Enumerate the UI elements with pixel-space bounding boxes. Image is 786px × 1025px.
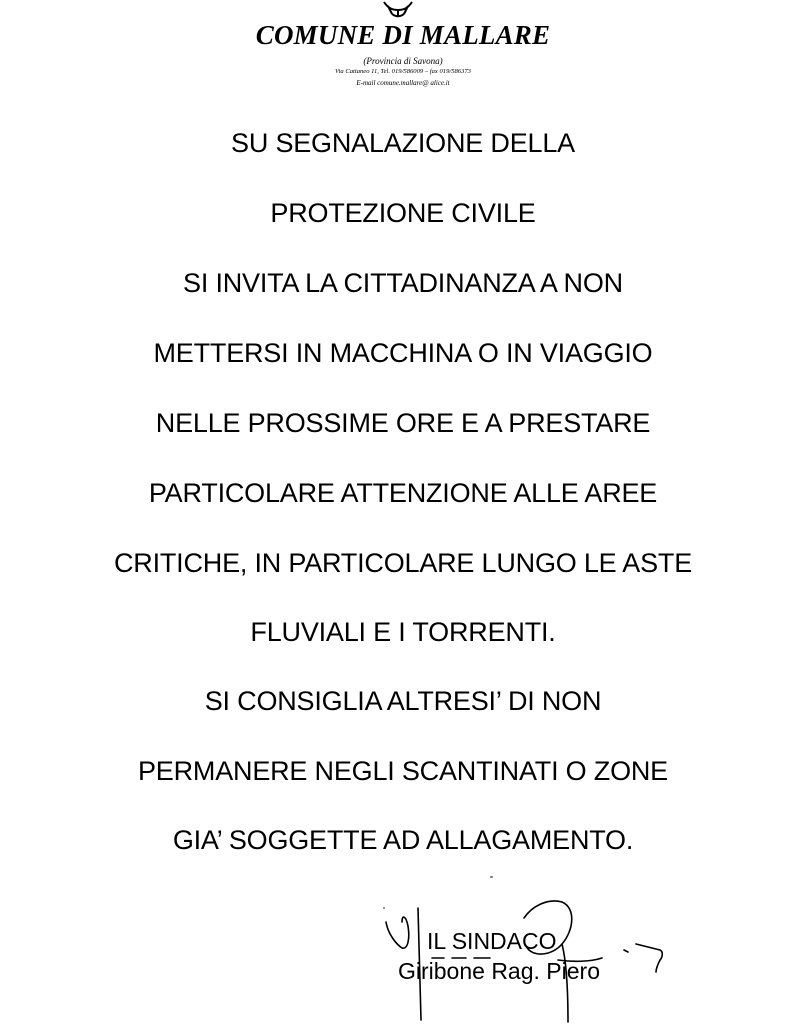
notice-line: PARTICOLARE ATTENZIONE ALLE AREE [148, 478, 658, 508]
notice-line: PROTEZIONE CIVILE [270, 198, 536, 228]
notice-line: SI CONSIGLIA ALTRESI’ DI NON [204, 686, 602, 716]
notice-line: NELLE PROSSIME ORE E A PRESTARE [155, 408, 651, 438]
notice-line: CRITICHE, IN PARTICOLARE LUNGO LE ASTE [113, 548, 693, 578]
comune-title: COMUNE DI MALLARE [255, 20, 551, 50]
notice-line: PERMANERE NEGLI SCANTINATI O ZONE [138, 756, 668, 786]
notice-line: FLUVIALI E I TORRENTI. [250, 617, 556, 647]
notice-line: SU SEGNALAZIONE DELLA [231, 128, 575, 158]
email-line: E-mail comune.mallare@ alice.it [356, 79, 450, 87]
address-line: Via Cattaneo 11, Tel. 019/586009 – fax 019/586373 [335, 68, 471, 75]
notice-line: METTERSI IN MACCHINA O IN VIAGGIO [153, 338, 653, 368]
scan-speck [383, 907, 385, 909]
municipal-crest-icon [378, 0, 418, 18]
signature-title: IL SINDACO [427, 928, 557, 954]
notice-line: GIA’ SOGGETTE AD ALLAGAMENTO. [172, 825, 634, 855]
scan-speck [490, 876, 493, 878]
notice-line: SI INVITA LA CITTADINANZA A NON [183, 268, 623, 298]
province-line: (Provincia di Savona) [363, 56, 443, 66]
signature-name: Giribone Rag. Piero [398, 958, 600, 984]
